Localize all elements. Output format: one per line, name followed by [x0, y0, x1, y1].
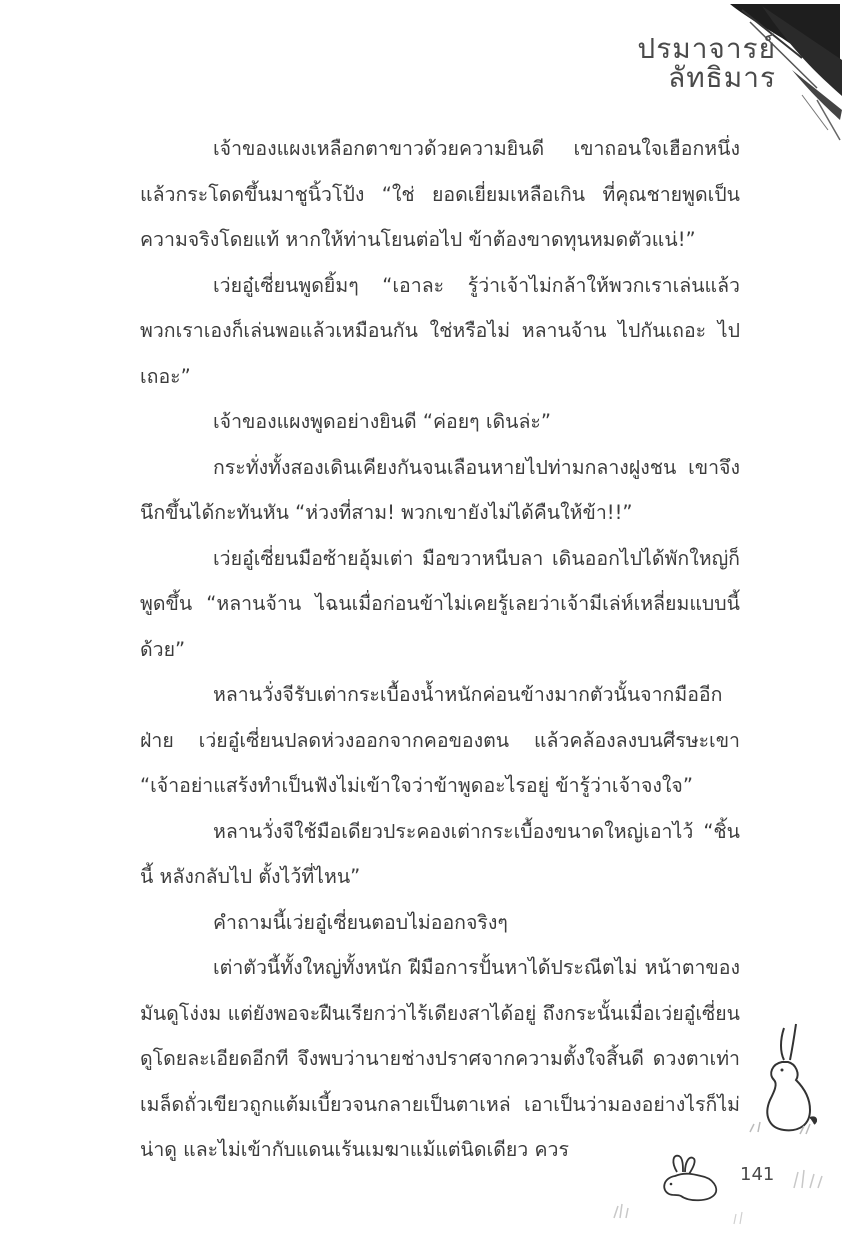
running-header-title [637, 34, 776, 93]
paragraph: กระทั่งทั้งสองเดินเคียงกันจนเลือนหายไปท่ามกลางฝูงชน เขาจึงนึกขึ้นได้กะทันหัน “ห่วงที่สาม! พวกเขายังไม่ได้คืนให้ข้า!!” [140, 455, 740, 524]
paragraph: หลานวั่งจีใช้มือเดียวประคองเต่ากระเบื้องขนาดใหญ่เอาไว้ “ชิ้นนี้ หลังกลับไป ตั้งไว้ที่ไหน” [140, 819, 740, 888]
page-number: 141 [740, 1164, 775, 1185]
rabbit-sitting-icon [744, 1020, 822, 1140]
header-title-line1: ปรมาจารย์ [637, 32, 776, 65]
grass-icon [790, 1160, 830, 1190]
paragraph: เจ้าของแผงเหลือกตาขาวด้วยความยินดี เขาถอนใจเฮือกหนึ่ง แล้วกระโดดขึ้นมาชูนิ้วโป้ง “ใช่ ยอดเยี่ยมเหลือเกิน ที่คุณชายพูดเป็นความจริงโดยแท้ หากให้ท่านโยนต่อไป ข้าต้องขาดทุนหมดตัวแน่!” [140, 137, 740, 251]
body-text [140, 126, 740, 1173]
paragraph: เว่ยอู๋เซี่ยนพูดยิ้มๆ “เอาละ รู้ว่าเจ้าไม่กล้าให้พวกเราเล่นแล้ว พวกเราเองก็เล่นพอแล้วเหมือนกัน ใช่หรือไม่ หลานจ้าน ไปกันเถอะ ไปเถอะ” [140, 273, 740, 388]
rabbit-lying-icon [655, 1150, 725, 1210]
header-title-line2: ลัทธิมาร [668, 61, 776, 95]
grass-icon [610, 1196, 650, 1220]
paragraph: คำถามนี้เว่ยอู๋เซี่ยนตอบไม่ออกจริงๆ [213, 910, 508, 934]
paragraph: เว่ยอู๋เซี่ยนมือซ้ายอุ้มเต่า มือขวาหนีบลา เดินออกไปได้พักใหญ่ก็พูดขึ้น “หลานจ้าน ไฉนเมื่อก่อนข้าไม่เคยรู้เลยว่าเจ้ามีเล่ห์เหลี่ยมแบบนี้ด้วย” [140, 546, 740, 661]
paragraph: เต่าตัวนี้ทั้งใหญ่ทั้งหนัก ฝีมือการปั้นหาได้ประณีตไม่ หน้าตาของมันดูโง่งม แต่ยังพอจะฝืนเรียกว่าไร้เดียงสาได้อยู่ ถึงกระนั้นเมื่อเว่ยอู๋เซี่ยนดูโดยละเอียดอีกที จึงพบว่านายช่างปราศจากความตั้งใจสิ้นดี ดวงตาเท่าเมล็ดถั่วเขียวถูกแต้มเบี้ยวจนกลายเป็นตาเหล่ เอาเป็นว่ามองอย่างไรก็ไม่น่าดู และไม่เข้ากับแดนเร้นเมฆาแม้แต่นิดเดียว ควร [140, 956, 740, 1161]
paragraph: หลานวั่งจีรับเต่ากระเบื้องน้ำหนักค่อนข้างมากตัวนั้นจากมืออีกฝ่าย เว่ยอู๋เซี่ยนปลดห่วงออกจากคอของตน แล้วคล้องลงบนศีรษะเขา “เจ้าอย่าแสร้งทำเป็นฟังไม่เข้าใจว่าข้าพูดอะไรอยู่ ข้ารู้ว่าเจ้าจงใจ” [140, 683, 740, 797]
grass-icon [730, 1206, 760, 1226]
paragraph: เจ้าของแผงพูดอย่างยินดี “ค่อยๆ เดินล่ะ” [213, 410, 552, 433]
